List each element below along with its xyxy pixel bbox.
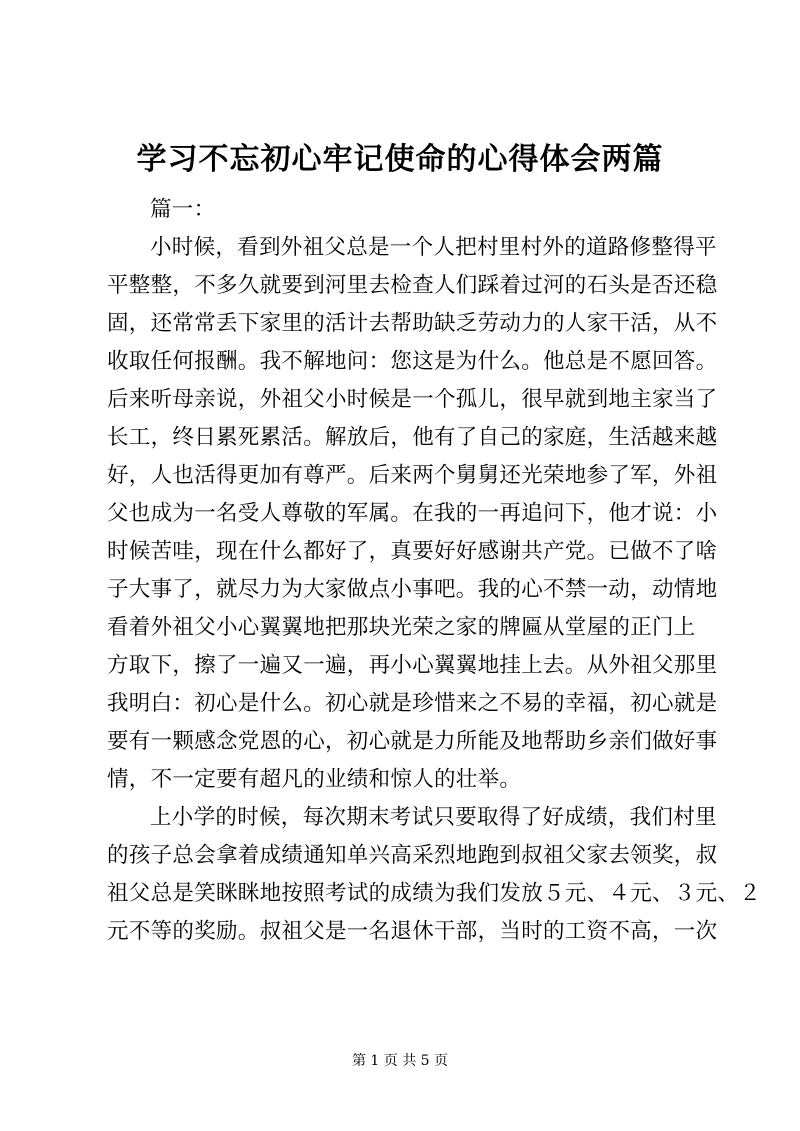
body-text [107,191,762,951]
paragraph-line: 平整整，不多久就要到河里去检查人们踩着过河的石头是否还稳 [107,273,718,298]
paragraph-line: 情，不一定要有超凡的业绩和惊人的壮举。 [107,767,522,792]
paragraph-line: 要有一颗感念党恩的心，初心就是力所能及地帮助乡亲们做好事 [107,729,718,754]
paragraph-line: 祖父总是笑眯眯地按照考试的成绩为我们发放５元、４元、３元、２ [107,881,762,906]
paragraph-line: 后来听母亲说，外祖父小时候是一个孤儿，很早就到地主家当了 [107,387,718,412]
paragraph-line: 上小学的时候，每次期末考试只要取得了好成绩，我们村里 [150,805,717,830]
paragraph-line: 方取下，擦了一遍又一遍，再小心翼翼地挂上去。从外祖父那里 [107,653,718,678]
paragraph-line: 元不等的奖励。叔祖父是一名退休干部，当时的工资不高，一次 [107,919,718,944]
paragraph-line: 固，还常常丢下家里的活计去帮助缺乏劳动力的人家干活，从不 [107,311,718,336]
paragraph-line: 看着外祖父小心翼翼地把那块光荣之家的牌匾从堂屋的正门上 [107,615,696,640]
paragraph-line: 长工，终日累死累活。解放后，他有了自己的家庭，生活越来越 [107,425,718,450]
paragraph-line: 时候苦哇，现在什么都好了，真要好好感谢共产党。已做不了啥 [107,539,718,564]
paragraph-line: 收取任何报酬。我不解地问：您这是为什么。他总是不愿回答。 [107,349,718,374]
document-title: 学习不忘初心牢记使命的心得体会两篇 [136,142,664,177]
paragraph-line: 父也成为一名受人尊敬的军属。在我的一再追问下，他才说：小 [107,501,718,526]
paragraph-line: 子大事了，就尽力为大家做点小事吧。我的心不禁一动，动情地 [107,577,718,602]
paragraph-line: 我明白：初心是什么。初心就是珍惜来之不易的幸福，初心就是 [107,691,718,716]
paragraph-line: 的孩子总会拿着成绩通知单兴高采烈地跑到叔祖父家去领奖，叔 [107,843,718,868]
section-heading: 篇一： [150,197,216,222]
paragraph-line: 小时候，看到外祖父总是一个人把村里村外的道路修整得平 [150,235,717,260]
page-number-footer: 第 1 页 共 5 页 [351,1053,449,1069]
paragraph-line: 好，人也活得更加有尊严。后来两个舅舅还光荣地参了军，外祖 [107,463,718,488]
